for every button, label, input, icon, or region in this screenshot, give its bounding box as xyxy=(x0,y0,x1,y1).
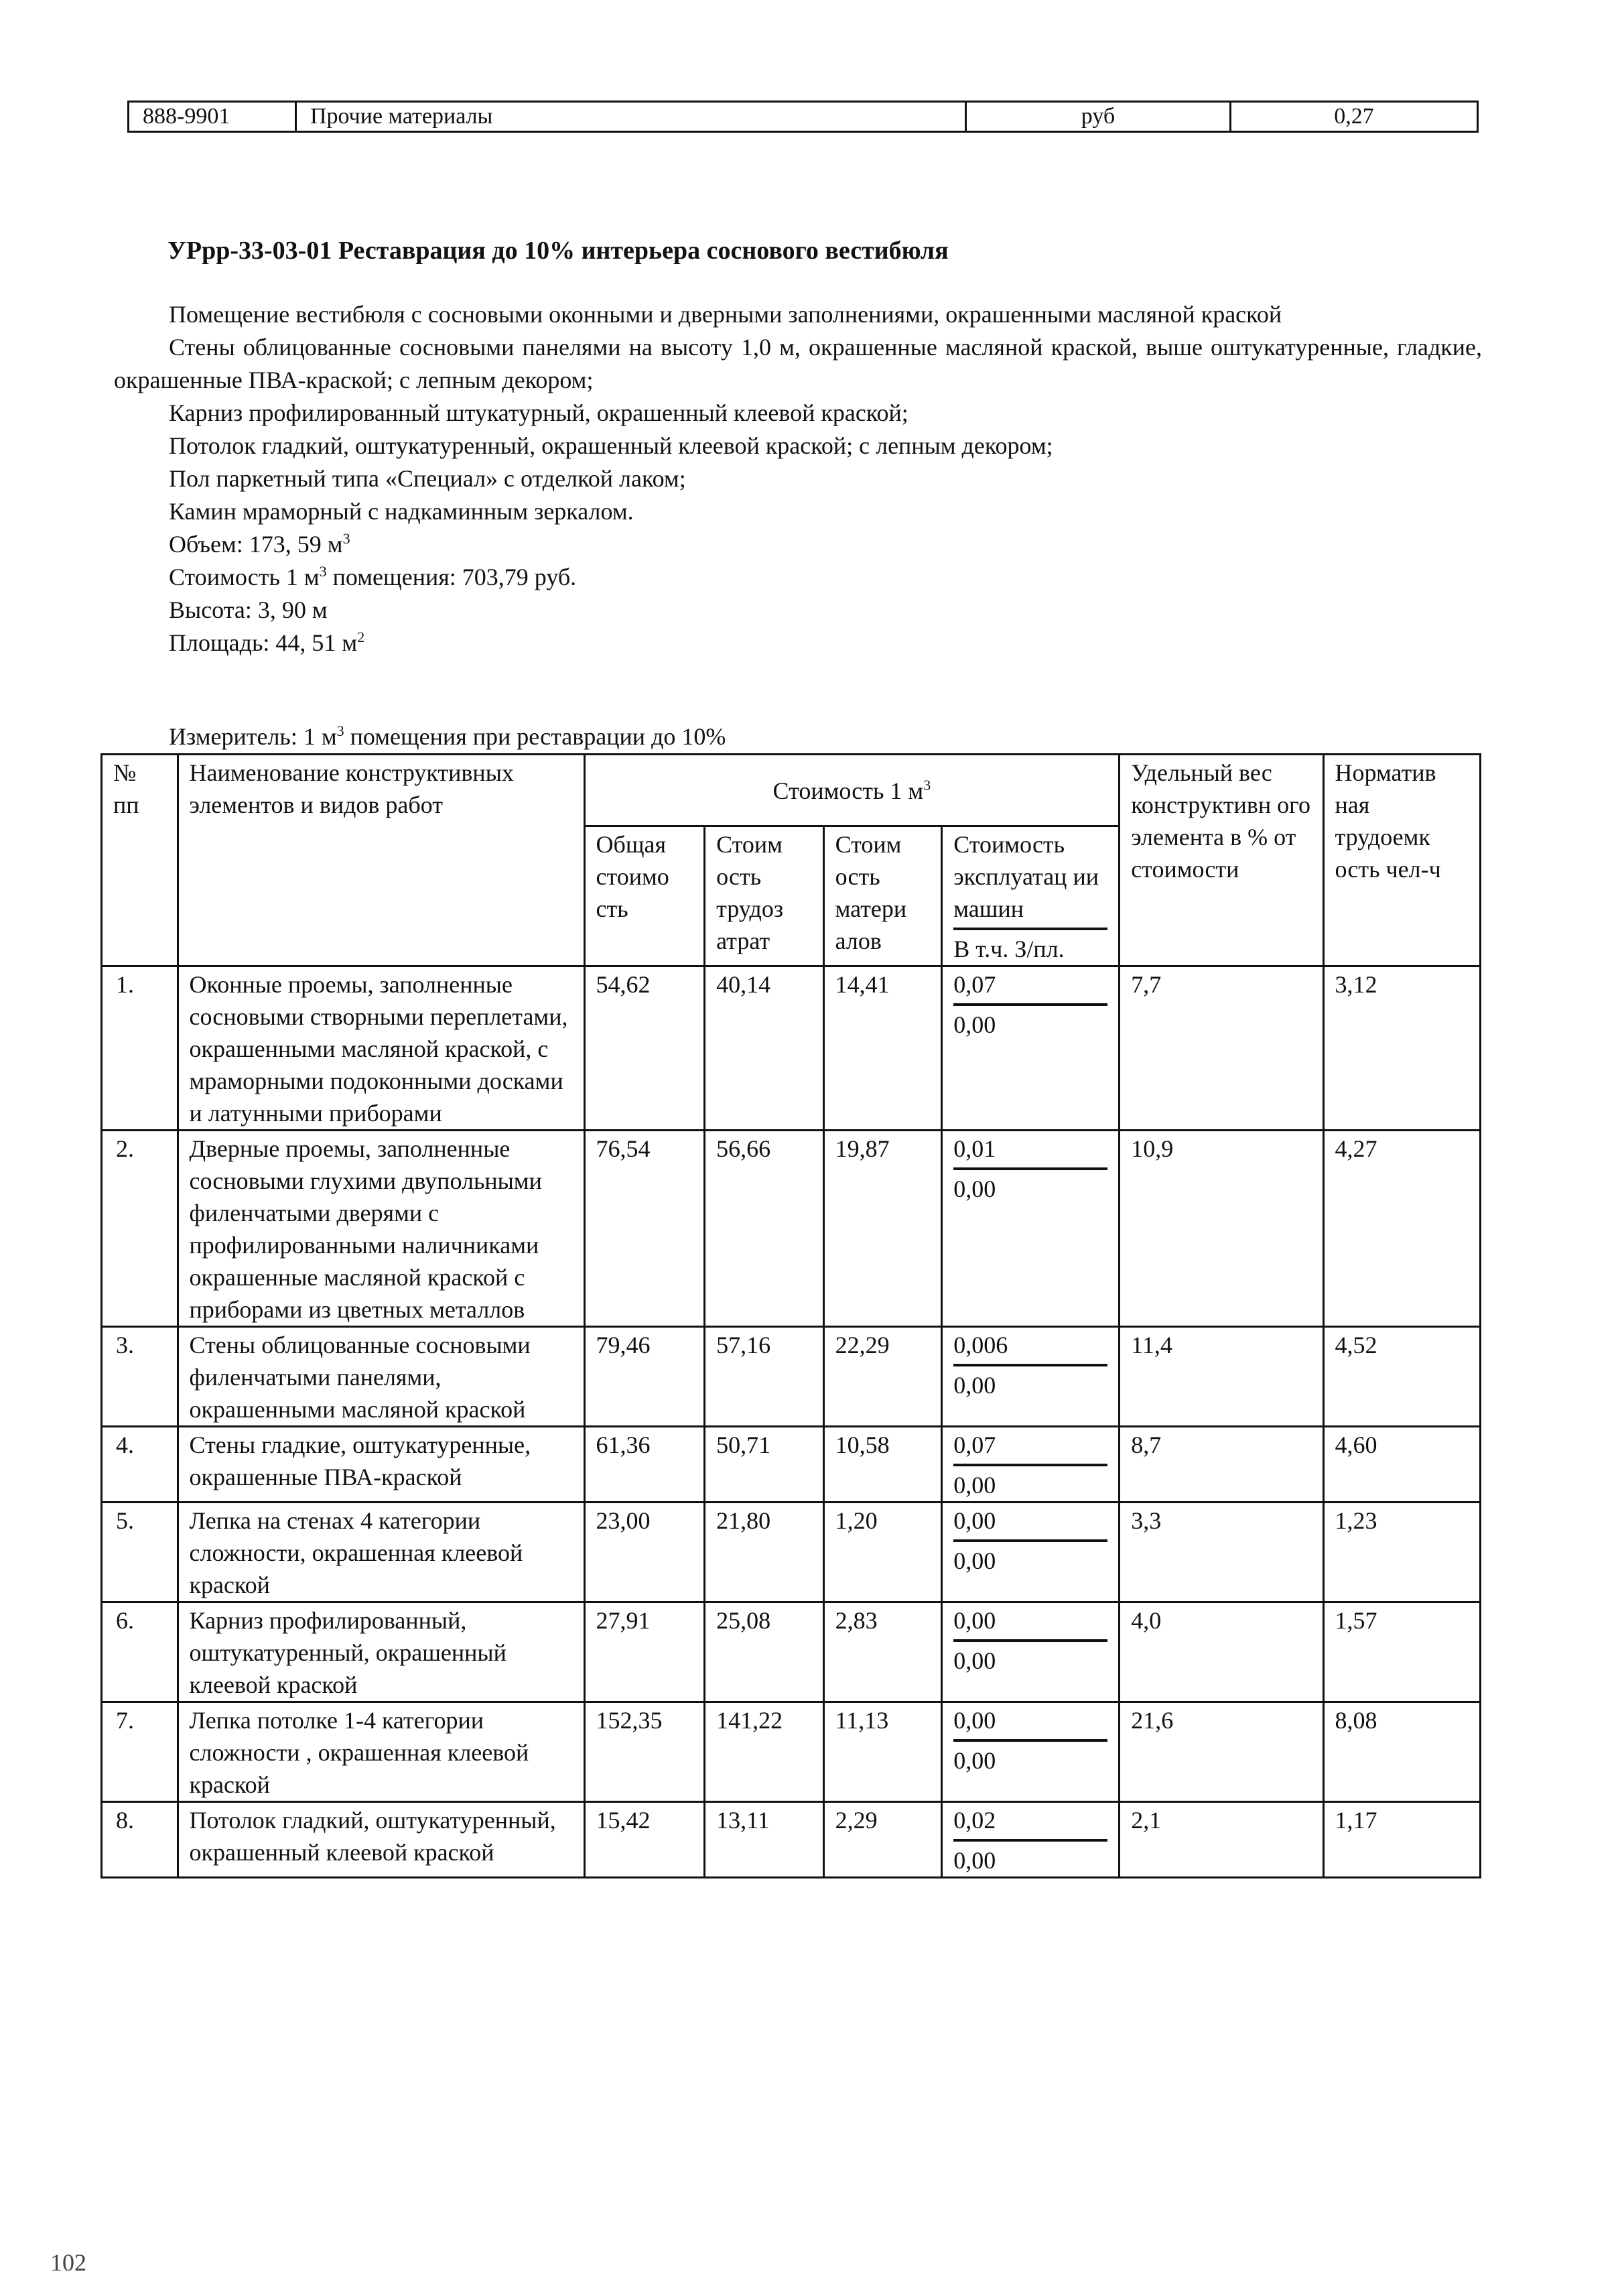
area-line: Площадь: 44, 51 $м^2$ xyxy=(169,629,365,656)
cell-machines xyxy=(942,1427,1120,1503)
wages-value: 0,00 xyxy=(953,1747,996,1774)
cell-name: Лепка на стенах 4 категории сложности, окрашенная клеевой краской xyxy=(178,1503,584,1602)
cell-machines xyxy=(942,1702,1120,1802)
cell-total: 61,36 xyxy=(584,1427,705,1503)
cell-materials: 2,83 xyxy=(823,1602,942,1702)
cell-norm: 1,57 xyxy=(1323,1602,1481,1702)
cell-share: 10,9 xyxy=(1120,1131,1323,1327)
table-row xyxy=(102,1802,1481,1878)
header-materials: Стоим ость матери алов xyxy=(823,826,942,966)
cell-materials: 1,20 xyxy=(823,1503,942,1602)
previous-table-last-row xyxy=(127,101,1479,133)
machines-value: 0,006 xyxy=(953,1329,1107,1366)
wages-value: 0,00 xyxy=(953,1847,996,1874)
header-num: № пп xyxy=(102,755,178,966)
cost-table xyxy=(100,753,1481,1878)
table-row xyxy=(102,1427,1481,1503)
cell-total: 79,46 xyxy=(584,1327,705,1427)
table-row xyxy=(102,1702,1481,1802)
cell-name: Потолок гладкий, оштукатуренный, окрашенный клеевой краской xyxy=(178,1802,584,1878)
page-number: 102 xyxy=(50,2249,86,2276)
machines-value: 0,00 xyxy=(953,1704,1107,1742)
table-header-row xyxy=(102,755,1481,826)
header-total: Общая стоимо сть xyxy=(584,826,705,966)
header-machines: Стоимость эксплуатац ии машин В т.ч. З/пл. xyxy=(942,826,1120,966)
machines-value: 0,07 xyxy=(953,968,1107,1006)
cell-norm: 4,60 xyxy=(1323,1427,1481,1503)
machines-value: 0,07 xyxy=(953,1429,1107,1466)
description-line: Потолок гладкий, оштукатуренный, окрашенный клеевой краской; с лепным декором; xyxy=(169,432,1053,459)
cell-machines xyxy=(942,966,1120,1131)
machines-value: 0,00 xyxy=(953,1505,1107,1542)
wages-value: 0,00 xyxy=(953,1647,996,1674)
cell-materials: 19,87 xyxy=(823,1131,942,1327)
cell-labor: 50,71 xyxy=(705,1427,824,1503)
resource-unit: руб xyxy=(967,103,1231,131)
cell-labor: 13,11 xyxy=(705,1802,824,1878)
cell-materials: 10,58 xyxy=(823,1427,942,1503)
header-name: Наименование конструктивных элементов и видов работ xyxy=(178,755,584,966)
cost-line: Стоимость 1 $м^3$ помещения: 703,79 руб. xyxy=(169,563,577,590)
cell-norm: 4,52 xyxy=(1323,1327,1481,1427)
cell-total: 23,00 xyxy=(584,1503,705,1602)
cell-num: 2. xyxy=(102,1131,178,1327)
wages-value: 0,00 xyxy=(953,1472,996,1498)
header-share: Удельный вес конструктивн ого элемента в % от стоимости xyxy=(1120,755,1323,966)
cell-materials: 22,29 xyxy=(823,1327,942,1427)
cell-machines xyxy=(942,1602,1120,1702)
cell-share: 4,0 xyxy=(1120,1602,1323,1702)
table-row xyxy=(102,966,1481,1131)
cell-name: Стены гладкие, оштукатуренные, окрашенные ПВА-краской xyxy=(178,1427,584,1503)
section-title: УРрр-33-03-01 Реставрация до 10% интерьера соснового вестибюля xyxy=(167,237,949,265)
cell-name: Лепка потолке 1-4 категории сложности , окрашенная клеевой краской xyxy=(178,1702,584,1802)
description-line: Пол паркетный типа «Специал» с отделкой лаком; xyxy=(169,465,686,492)
section-description xyxy=(114,298,1482,659)
resource-value: 0,27 xyxy=(1334,104,1374,129)
cell-norm: 8,08 xyxy=(1323,1702,1481,1802)
cell-name: Оконные проемы, заполненные сосновыми створными переплетами, окрашенными масляной краской, с мраморными подоконными досками и латунными приборами xyxy=(178,966,584,1131)
volume-line: Объем: 173, 59 $м^3$ xyxy=(169,530,350,558)
cell-num: 1. xyxy=(102,966,178,1131)
cell-labor: 25,08 xyxy=(705,1602,824,1702)
wages-value: 0,00 xyxy=(953,1372,996,1399)
cell-share: 7,7 xyxy=(1120,966,1323,1131)
resource-code: 888-9901 xyxy=(129,103,297,131)
cell-machines xyxy=(942,1327,1120,1427)
cell-labor: 141,22 xyxy=(705,1702,824,1802)
header-labor: Стоим ость трудоз атрат xyxy=(705,826,824,966)
cell-num: 3. xyxy=(102,1327,178,1427)
wages-value: 0,00 xyxy=(953,1175,996,1202)
cell-num: 5. xyxy=(102,1503,178,1602)
cell-total: 15,42 xyxy=(584,1802,705,1878)
description-line: Карниз профилированный штукатурный, окрашенный клеевой краской; xyxy=(169,399,908,426)
cell-num: 7. xyxy=(102,1702,178,1802)
cell-share: 2,1 xyxy=(1120,1802,1323,1878)
cell-norm: 4,27 xyxy=(1323,1131,1481,1327)
cell-total: 54,62 xyxy=(584,966,705,1131)
description-line: Камин мраморный с надкаминным зеркалом. xyxy=(169,498,634,525)
description-paragraph: Стены облицованные сосновыми панелями на высоту 1,0 м, окрашенные масляной краской, выше оштукатуренные, гладкие, окрашенные ПВА-краской; с лепным декором; xyxy=(114,334,1482,393)
cell-norm: 1,17 xyxy=(1323,1802,1481,1878)
cell-share: 21,6 xyxy=(1120,1702,1323,1802)
machines-value: 0,01 xyxy=(953,1133,1107,1170)
cell-labor: 21,80 xyxy=(705,1503,824,1602)
cell-norm: 1,23 xyxy=(1323,1503,1481,1602)
resource-name: Прочие материалы xyxy=(297,103,967,131)
table-row xyxy=(102,1503,1481,1602)
cell-machines xyxy=(942,1802,1120,1878)
cell-name: Стены облицованные сосновыми филенчатыми панелями, окрашенными масляной краской xyxy=(178,1327,584,1427)
cell-share: 8,7 xyxy=(1120,1427,1323,1503)
cell-machines xyxy=(942,1131,1120,1327)
machines-value: 0,02 xyxy=(953,1804,1107,1842)
cell-num: 4. xyxy=(102,1427,178,1503)
height-line: Высота: 3, 90 м xyxy=(169,596,328,623)
header-cost-group: Стоимость 1 $м^3$ xyxy=(584,755,1120,826)
cell-total: 152,35 xyxy=(584,1702,705,1802)
wages-value: 0,00 xyxy=(953,1547,996,1574)
measure-unit: Измеритель: 1 $м^3$ помещения при реставрации до 10% xyxy=(169,722,726,750)
cell-materials: 2,29 xyxy=(823,1802,942,1878)
description-paragraph: Помещение вестибюля с сосновыми оконными и дверными заполнениями, окрашенными масляной краской xyxy=(169,301,1282,328)
header-norm: Норматив ная трудоемк ость чел-ч xyxy=(1323,755,1481,966)
cell-materials: 14,41 xyxy=(823,966,942,1131)
cell-labor: 56,66 xyxy=(705,1131,824,1327)
table-row xyxy=(102,1327,1481,1427)
cell-total: 76,54 xyxy=(584,1131,705,1327)
cell-num: 6. xyxy=(102,1602,178,1702)
cell-share: 3,3 xyxy=(1120,1503,1323,1602)
cell-labor: 40,14 xyxy=(705,966,824,1131)
cell-share: 11,4 xyxy=(1120,1327,1323,1427)
table-row xyxy=(102,1131,1481,1327)
wages-value: 0,00 xyxy=(953,1011,996,1038)
machines-value: 0,00 xyxy=(953,1604,1107,1642)
cell-machines xyxy=(942,1503,1120,1602)
table-row xyxy=(102,1602,1481,1702)
cell-total: 27,91 xyxy=(584,1602,705,1702)
cell-materials: 11,13 xyxy=(823,1702,942,1802)
cell-labor: 57,16 xyxy=(705,1327,824,1427)
cell-name: Дверные проемы, заполненные сосновыми глухими двупольными филенчатыми дверями с профилированными наличниками окрашенные масляной краской с приборами из цветных металлов xyxy=(178,1131,584,1327)
cell-name: Карниз профилированный, оштукатуренный, окрашенный клеевой краской xyxy=(178,1602,584,1702)
cell-norm: 3,12 xyxy=(1323,966,1481,1131)
cell-num: 8. xyxy=(102,1802,178,1878)
